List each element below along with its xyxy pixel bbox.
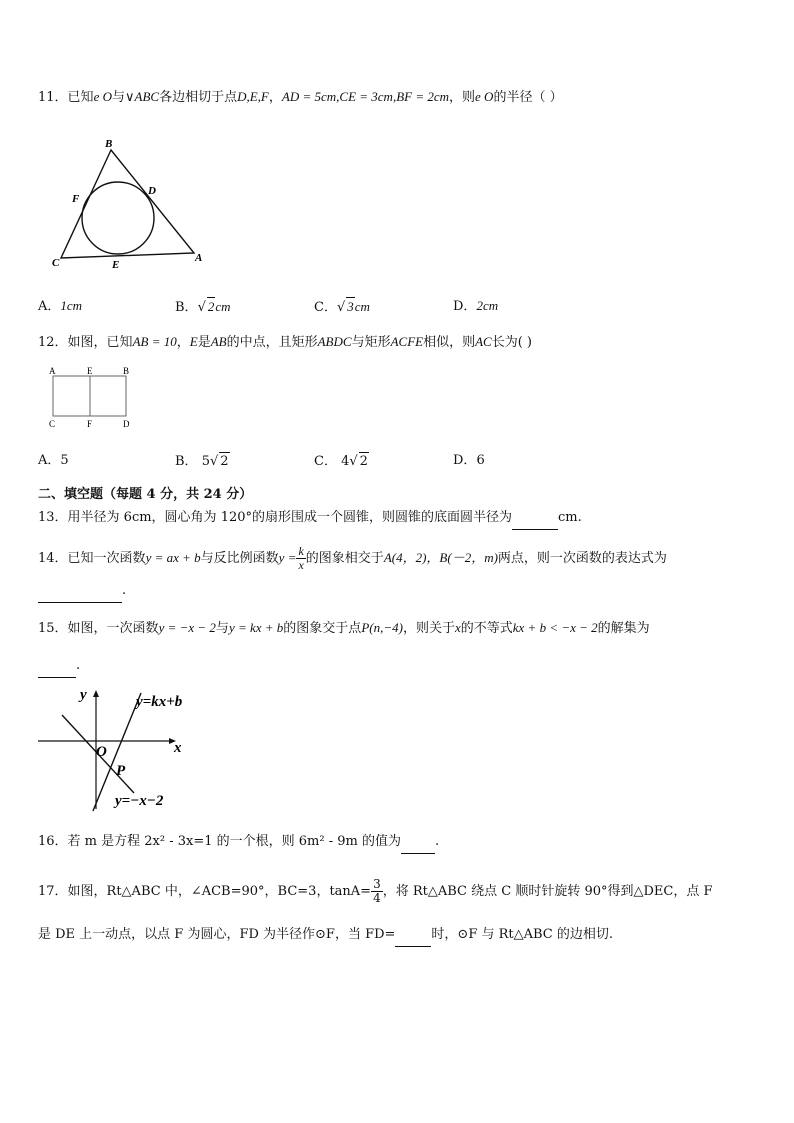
q11-option-a[interactable]: A．1cm — [38, 298, 83, 314]
label-a: A — [49, 366, 56, 376]
label-c: C — [49, 419, 56, 429]
q11-figure — [45, 135, 215, 270]
label-d: D — [148, 185, 156, 197]
q12-option-c[interactable]: C． 4√ 2 — [314, 454, 368, 469]
label-origin: O — [96, 744, 107, 760]
label-b: B — [123, 366, 130, 376]
question-17-line-2: 是 DE 上一动点，以点 F 为圆心，FD 为半径作⊙F，当 FD= 时，⊙F 与 Rt△ABC 的边相切. — [38, 926, 613, 947]
label-d: D — [123, 419, 130, 429]
question-number: 16． — [38, 834, 68, 849]
label-a: A — [195, 252, 203, 264]
question-number: 14． — [38, 551, 68, 566]
section-heading: 二、填空题（每题 4 分，共 24 分） — [38, 487, 253, 502]
answer-blank[interactable] — [38, 659, 76, 678]
question-12: 12．如图，已知AB = 10，E是AB的中点，且矩形ABDC与矩形ACFE相似，则AC长为( ) — [38, 334, 532, 350]
label-x: x — [174, 740, 182, 756]
question-15-answer-line: . — [38, 657, 80, 678]
y-axis-arrow — [93, 690, 99, 697]
q11-option-d[interactable]: D．2cm — [453, 298, 499, 314]
question-11: 11．已知e O与∨ABC各边相切于点D,E,F，AD = 5cm,CE = 3cm,BF = 2cm，则e O的半径（ ） — [38, 89, 563, 105]
label-p: P — [116, 763, 126, 779]
label-line-neg-x-2: y=−x−2 — [115, 793, 164, 809]
question-16: 16．若 m 是方程 2x² - 3x=1 的一个根，则 6m² - 9m 的值为 . — [38, 833, 439, 854]
answer-blank[interactable] — [395, 928, 431, 947]
label-e: E — [112, 259, 120, 270]
rectangle-abdc — [53, 376, 126, 416]
label-b: B — [105, 138, 113, 150]
q12-option-a[interactable]: A．5 — [38, 453, 69, 468]
label-e: E — [87, 366, 93, 376]
question-number: 13． — [38, 510, 68, 525]
fraction-3-over-4: $\frac{3}{4}$ — [373, 877, 381, 905]
question-13: 13．用半径为 6cm，圆心角为 120°的扇形围成一个圆锥，则圆锥的底面圆半径为 cm. — [38, 509, 582, 530]
question-14-answer-line: . — [38, 582, 126, 603]
fraction-k-over-x: $\frac{k}{x}$ — [298, 544, 304, 572]
question-number: 17． — [38, 884, 68, 899]
q12-figure — [45, 364, 140, 432]
q11-option-c[interactable]: C．√ 3cm — [314, 299, 370, 315]
answer-blank[interactable] — [401, 835, 435, 854]
label-f: F — [87, 419, 93, 429]
answer-blank[interactable] — [512, 511, 558, 530]
answer-blank[interactable] — [38, 584, 122, 603]
q12-option-d[interactable]: D．6 — [453, 453, 485, 468]
question-17: 17．如图，Rt△ABC 中，∠ACB=90°，BC=3，tanA= $\frac{3}{4}$ ，将 Rt△ABC 绕点 C 顺时针旋转 90°得到△DEC，点 F — [38, 877, 713, 905]
question-number: 15． — [38, 621, 68, 636]
q12-option-b[interactable]: B． 5√ 2 — [175, 454, 229, 469]
question-15: 15．如图，一次函数y = −x − 2与y = kx + b的图象交于点P(n,−4)，则关于x的不等式kx + b < −x − 2的解集为 — [38, 620, 650, 636]
question-number: 12． — [38, 335, 68, 350]
label-f: F — [72, 193, 80, 205]
triangle-abc — [61, 150, 194, 258]
q15-figure — [38, 685, 198, 815]
incircle — [82, 182, 154, 254]
label-c: C — [52, 257, 60, 269]
question-number: 11． — [38, 90, 68, 105]
question-14: 14．已知一次函数y = ax + b与反比例函数y = $\frac{k}{x}$ 的图象相交于A(4，2)，B(－2，m)两点，则一次函数的表达式为 — [38, 544, 667, 572]
q11-option-b[interactable]: B．√ 2cm — [175, 299, 231, 315]
label-line-kx-b: y=kx+b — [136, 694, 183, 710]
label-y: y — [80, 687, 87, 703]
